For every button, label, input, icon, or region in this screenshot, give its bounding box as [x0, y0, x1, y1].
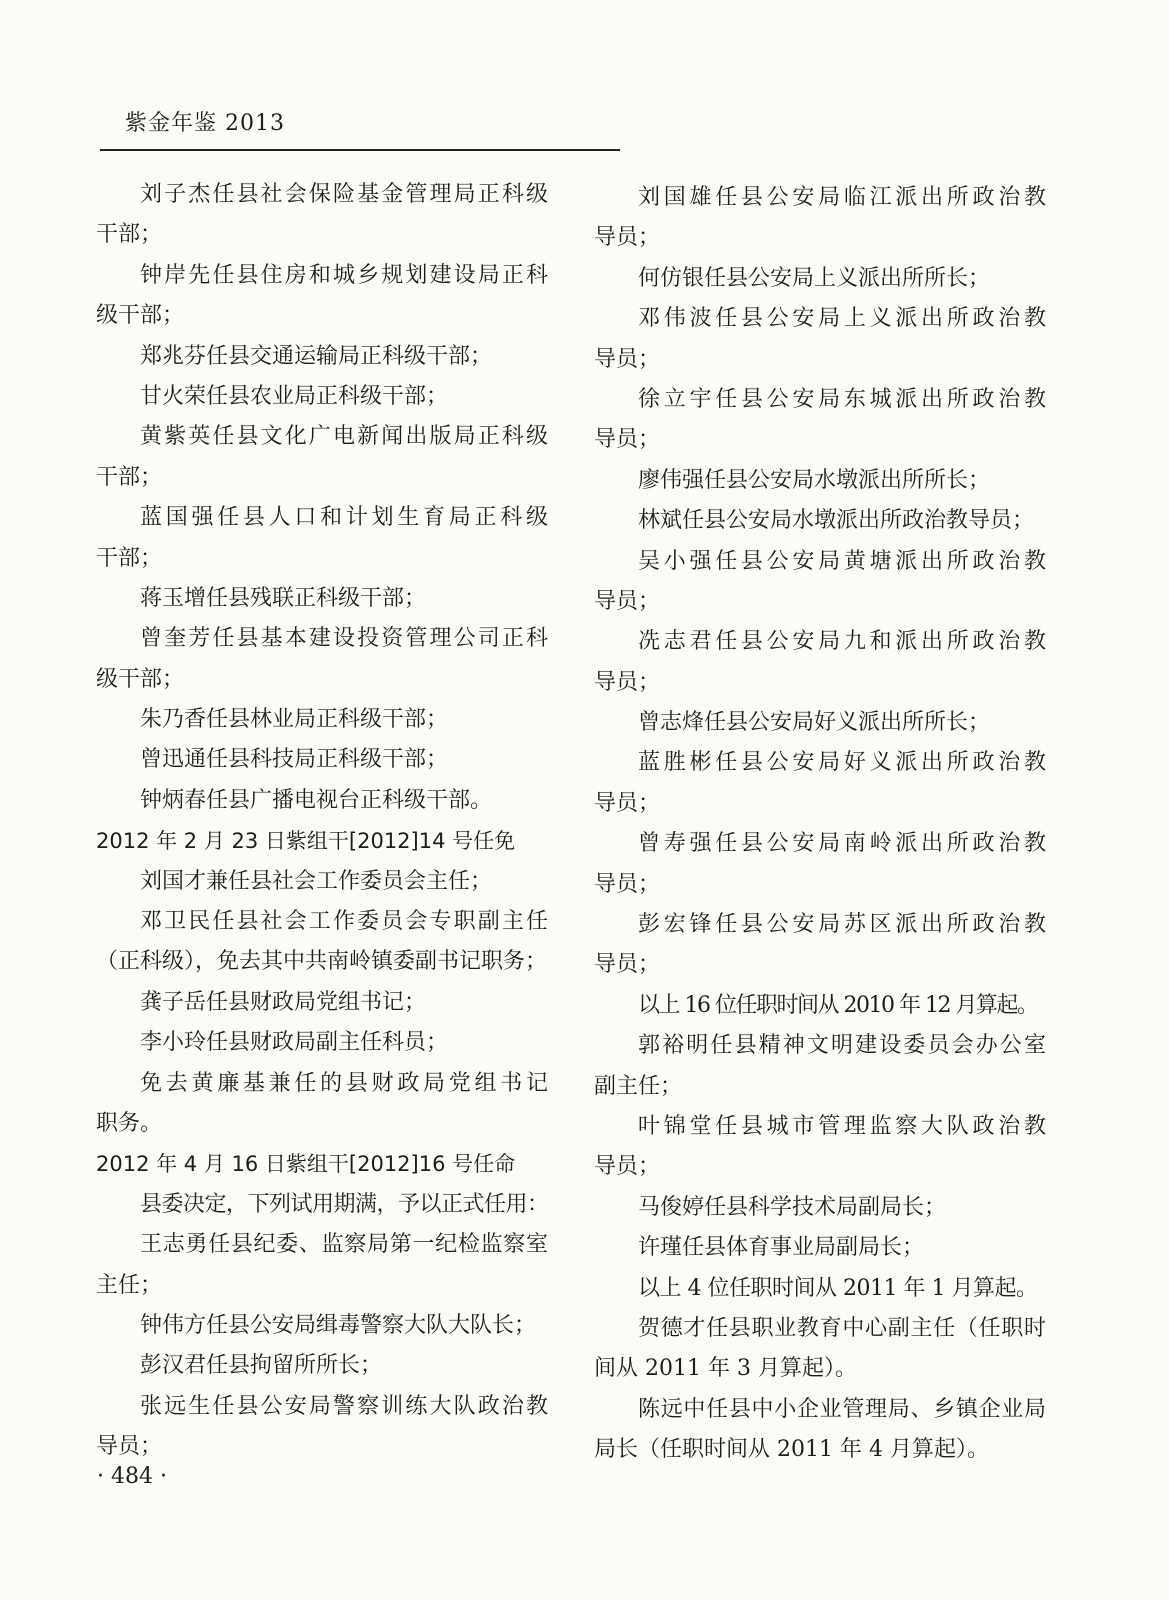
paragraph: [96, 862, 548, 902]
text-line: 免去黄廉基兼任的县财政局党组书记: [140, 1070, 548, 1096]
paragraph: [594, 703, 1046, 743]
text-line: 钟伟方任县公安局缉毒警察大队大队长；: [140, 1312, 537, 1338]
paragraph: [96, 902, 548, 983]
text-line: 彭汉君任县拘留所所长；: [140, 1353, 383, 1379]
paragraph: [96, 417, 548, 498]
paragraph: [96, 256, 548, 337]
text-line: 王志勇任县纪委、监察局第一纪检监察室: [140, 1232, 548, 1258]
paragraph: [594, 1309, 1046, 1390]
text-line: 许瑾任县体育事业局副局长；: [638, 1235, 925, 1261]
text-line: 导员；: [96, 1434, 163, 1460]
text-line: 邓卫民任县社会工作委员会专职副主任: [140, 909, 548, 935]
paragraph: [594, 461, 1046, 501]
paragraph: [594, 905, 1046, 986]
paragraph: [96, 337, 548, 377]
paragraph: [96, 498, 548, 579]
paragraph: [594, 1269, 1046, 1309]
text-line: 级干部；: [96, 303, 185, 329]
text-line: 甘火荣任县农业局正科级干部；: [140, 383, 449, 409]
text-line: 导员；: [594, 427, 661, 453]
header-rule: [100, 149, 620, 151]
paragraph: [96, 1225, 548, 1306]
paragraph: [96, 1185, 548, 1225]
text-line: 曾迅通任县科技局正科级干部；: [140, 747, 449, 773]
paragraph: [594, 1188, 1046, 1228]
paragraph: [96, 983, 548, 1023]
text-line: 吴小强任县公安局黄塘派出所政治教: [638, 548, 1046, 574]
paragraph: [96, 1306, 548, 1346]
paragraph: [594, 1026, 1046, 1107]
paragraph: [594, 986, 1046, 1026]
text-line: 刘国才兼任县社会工作委员会主任；: [140, 868, 493, 894]
text-line: 陈远中任县中小企业管理局、乡镇企业局: [638, 1396, 1046, 1422]
paragraph: [96, 579, 548, 619]
paragraph: [96, 740, 548, 780]
text-line: 蓝国强任县人口和计划生育局正科级: [140, 505, 548, 531]
text-line: 2012 年 2 月 23 日紫组干[2012]14 号任免: [96, 829, 516, 854]
text-line: 导员；: [594, 669, 661, 695]
text-line: 冼志君任县公安局九和派出所政治教: [638, 629, 1046, 655]
text-line: 级干部；: [96, 666, 185, 692]
text-line: 曾寿强任县公安局南岭派出所政治教: [638, 831, 1046, 857]
paragraph: [594, 259, 1046, 299]
paragraph: [594, 542, 1046, 623]
running-header-title: 紫金年鉴 2013: [125, 111, 285, 136]
section-heading: [96, 821, 548, 861]
text-line: 郭裕明任县精神文明建设委员会办公室: [638, 1033, 1046, 1059]
text-line: 干部；: [96, 545, 163, 571]
paragraph: [96, 1064, 548, 1145]
text-line: （正科级），免去其中共南岭镇委副书记职务；: [96, 949, 548, 975]
text-line: 主任；: [96, 1272, 163, 1298]
text-line: 曾奎芳任县基本建设投资管理公司正科: [140, 626, 548, 652]
text-line: 2012 年 4 月 16 日紫组干[2012]16 号任命: [96, 1152, 516, 1177]
text-line: 林斌任县公安局水墩派出所政治教导员；: [638, 508, 1035, 534]
text-line: 马俊婷任县科学技术局副局长；: [638, 1194, 947, 1220]
paragraph: [594, 1228, 1046, 1268]
paragraph: [594, 1107, 1046, 1188]
text-line: 郑兆芬任县交通运输局正科级干部；: [140, 343, 493, 369]
paragraph: [594, 299, 1046, 380]
text-line: 叶锦堂任县城市管理监察大队政治教: [638, 1113, 1046, 1139]
text-line: 导员；: [594, 871, 661, 897]
text-line: 张远生任县公安局警察训练大队政治教: [140, 1393, 548, 1419]
paragraph: [594, 622, 1046, 703]
text-line: 徐立宇任县公安局东城派出所政治教: [638, 386, 1046, 412]
page-number: · 484 ·: [97, 1464, 167, 1489]
text-line: 间从 2011 年 3 月算起）。: [594, 1356, 857, 1382]
text-line: 导员；: [594, 225, 661, 251]
text-line: 贺德才任县职业教育中心副主任（任职时: [638, 1315, 1046, 1341]
paragraph: [96, 175, 548, 256]
text-line: 蓝胜彬任县公安局好义派出所政治教: [638, 750, 1046, 776]
text-line: 导员；: [594, 588, 661, 614]
paragraph: [96, 1346, 548, 1386]
paragraph: [594, 1390, 1046, 1471]
text-line: 副主任；: [594, 1073, 683, 1099]
text-line: 县委决定，下列试用期满，予以正式任用：: [140, 1191, 549, 1217]
text-line: 朱乃香任县林业局正科级干部；: [140, 707, 449, 733]
text-line: 何仿银任县公安局上义派出所所长；: [638, 265, 991, 291]
paragraph: [594, 743, 1046, 824]
text-line: 导员；: [594, 952, 661, 978]
text-line: 廖伟强任县公安局水墩派出所所长；: [638, 467, 991, 493]
text-line: 以上 4 位任职时间从 2011 年 1 月算起。: [638, 1275, 1038, 1301]
text-line: 职务。: [96, 1110, 163, 1136]
text-line: 局长（任职时间从 2011 年 4 月算起）。: [594, 1437, 989, 1463]
section-heading: [96, 1144, 548, 1184]
text-line: 钟岸先任县住房和城乡规划建设局正科: [140, 262, 548, 288]
paragraph: [594, 380, 1046, 461]
paragraph: [96, 781, 548, 821]
text-line: 刘子杰任县社会保险基金管理局正科级: [140, 182, 548, 207]
text-line: 刘国雄任县公安局临江派出所政治教: [638, 185, 1046, 210]
paragraph: [96, 700, 548, 740]
text-line: 龚子岳任县财政局党组书记；: [140, 989, 427, 1015]
paragraph: [96, 619, 548, 700]
text-line: 钟炳春任县广播电视台正科级干部。: [140, 787, 493, 813]
text-line: 导员；: [594, 346, 661, 372]
paragraph: [594, 501, 1046, 541]
text-line: 以上 16 位任职时间从 2010 年 12 月算起。: [638, 992, 1038, 1018]
text-line: 导员；: [594, 790, 661, 816]
text-line: 导员；: [594, 1154, 661, 1180]
paragraph: [96, 377, 548, 417]
text-line: 彭宏锋任县公安局苏区派出所政治教: [638, 912, 1046, 938]
paragraph: [594, 178, 1046, 259]
paragraph: [594, 824, 1046, 905]
right-column: [594, 178, 1046, 1471]
text-line: 曾志烽任县公安局好义派出所所长；: [638, 710, 991, 736]
text-line: 李小玲任县财政局副主任科员；: [140, 1030, 449, 1056]
text-line: 干部；: [96, 464, 163, 490]
paragraph: [96, 1387, 548, 1468]
text-line: 邓伟波任县公安局上义派出所政治教: [638, 306, 1046, 332]
left-column: [96, 175, 548, 1468]
paragraph: [96, 1023, 548, 1063]
text-line: 黄紫英任县文化广电新闻出版局正科级: [140, 424, 548, 450]
text-line: 蒋玉增任县残联正科级干部；: [140, 585, 427, 611]
text-line: 干部；: [96, 222, 163, 248]
